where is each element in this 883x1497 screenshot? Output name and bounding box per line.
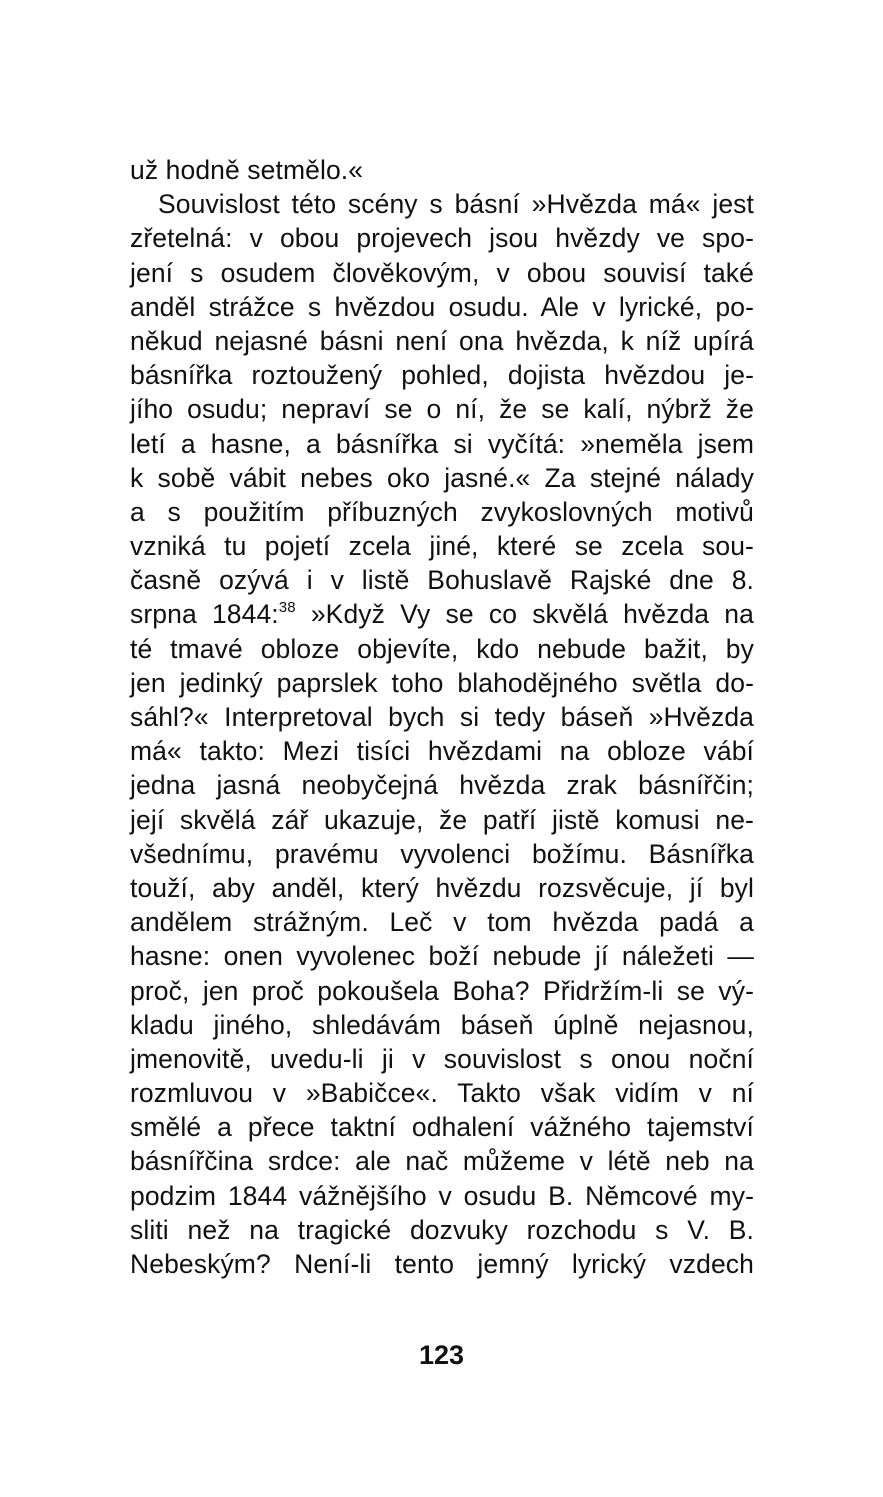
text-line-29: smělé a přece taktní odhalení vážného tajemství xyxy=(130,1112,754,1143)
text-line-22: touží, aby anděl, který hvězdu rozsvěcuje, jí byl xyxy=(130,872,754,903)
text-line-20: její skvělá zář ukazuje, že patří jistě komusi ne- xyxy=(130,804,754,835)
text-line-2: Souvislost této scény s básní »Hvězda má« jest xyxy=(158,189,754,220)
text-line-18: má« takto: Mezi tisíci hvězdami na obloze vábí xyxy=(130,736,754,767)
text-line-16: jen jedinký paprslek toho blahodějného světla do- xyxy=(130,667,754,698)
footnote-reference: 38 xyxy=(278,599,296,617)
text-line-14-rest: »Když Vy se co skvělá hvězda na xyxy=(310,599,754,630)
body-text xyxy=(130,153,754,1281)
text-line-7: básnířka roztoužený pohled, dojista hvězdou je- xyxy=(130,360,754,391)
text-line-28: rozmluvou v »Babičce«. Takto však vidím v ní xyxy=(130,1078,754,1109)
date-prefix: srpna 1844: xyxy=(130,599,279,630)
text-line-31: podzim 1844 vážnějšího v osudu B. Němcové my- xyxy=(130,1180,754,1211)
text-line-23: andělem strážným. Leč v tom hvězda padá a xyxy=(130,907,754,938)
text-line-30: básnířčina srdce: ale nač můžeme v létě neb na xyxy=(130,1146,754,1177)
text-line-5: anděl strážce s hvězdou osudu. Ale v lyrické, po- xyxy=(130,291,754,322)
text-line-21: všednímu, pravému vyvolenci božímu. Básnířka xyxy=(130,838,754,869)
text-line-11: a s použitím příbuzných zvykoslovných motivů xyxy=(130,496,754,527)
text-line-4: jení s osudem člověkovým, v obou souvisí také xyxy=(130,257,754,288)
text-line-13: časně ozývá i v listě Bohuslavě Rajské dne 8. xyxy=(130,565,754,596)
text-line-17: sáhl?« Interpretoval bych si tedy báseň »Hvězda xyxy=(130,702,754,732)
text-line-27: jmenovitě, uvedu-li ji v souvislost s onou noční xyxy=(130,1043,754,1074)
text-line-1: už hodně setmělo.« xyxy=(130,155,364,185)
text-line-9: letí a hasne, a básnířka si vyčítá: »neměla jsem xyxy=(130,428,754,459)
text-line-10: k sobě vábit nebes oko jasné.« Za stejné nálady xyxy=(130,462,754,493)
text-line-6: někud nejasné básni není ona hvězda, k níž upírá xyxy=(130,325,754,356)
text-line-3: zřetelná: v obou projevech jsou hvězdy ve spo- xyxy=(130,223,754,254)
text-line-19: jedna jasná neobyčejná hvězda zrak básnířčin; xyxy=(130,770,754,801)
text-line-33: Nebeským? Není-li tento jemný lyrický vzdech xyxy=(130,1249,754,1279)
text-line-15: té tmavé obloze objevíte, kdo nebude bažit, by xyxy=(130,633,754,664)
text-line-14 xyxy=(130,597,754,631)
text-line-26: kladu jiného, shledávám báseň úplně nejasnou, xyxy=(130,1009,754,1040)
text-line-24: hasne: onen vyvolenec boží nebude jí náležeti — xyxy=(130,941,754,972)
text-line-8: jího osudu; nepraví se o ní, že se kalí, nýbrž že xyxy=(130,394,754,425)
text-line-25: proč, jen proč pokoušela Boha? Přidržím-li se vý- xyxy=(130,975,754,1006)
page-number: 123 xyxy=(418,1340,465,1370)
text-line-12: vzniká tu pojetí zcela jiné, které se zcela sou- xyxy=(130,531,754,562)
text-line-32: sliti než na tragické dozvuky rozchodu s V. B. xyxy=(130,1214,754,1245)
